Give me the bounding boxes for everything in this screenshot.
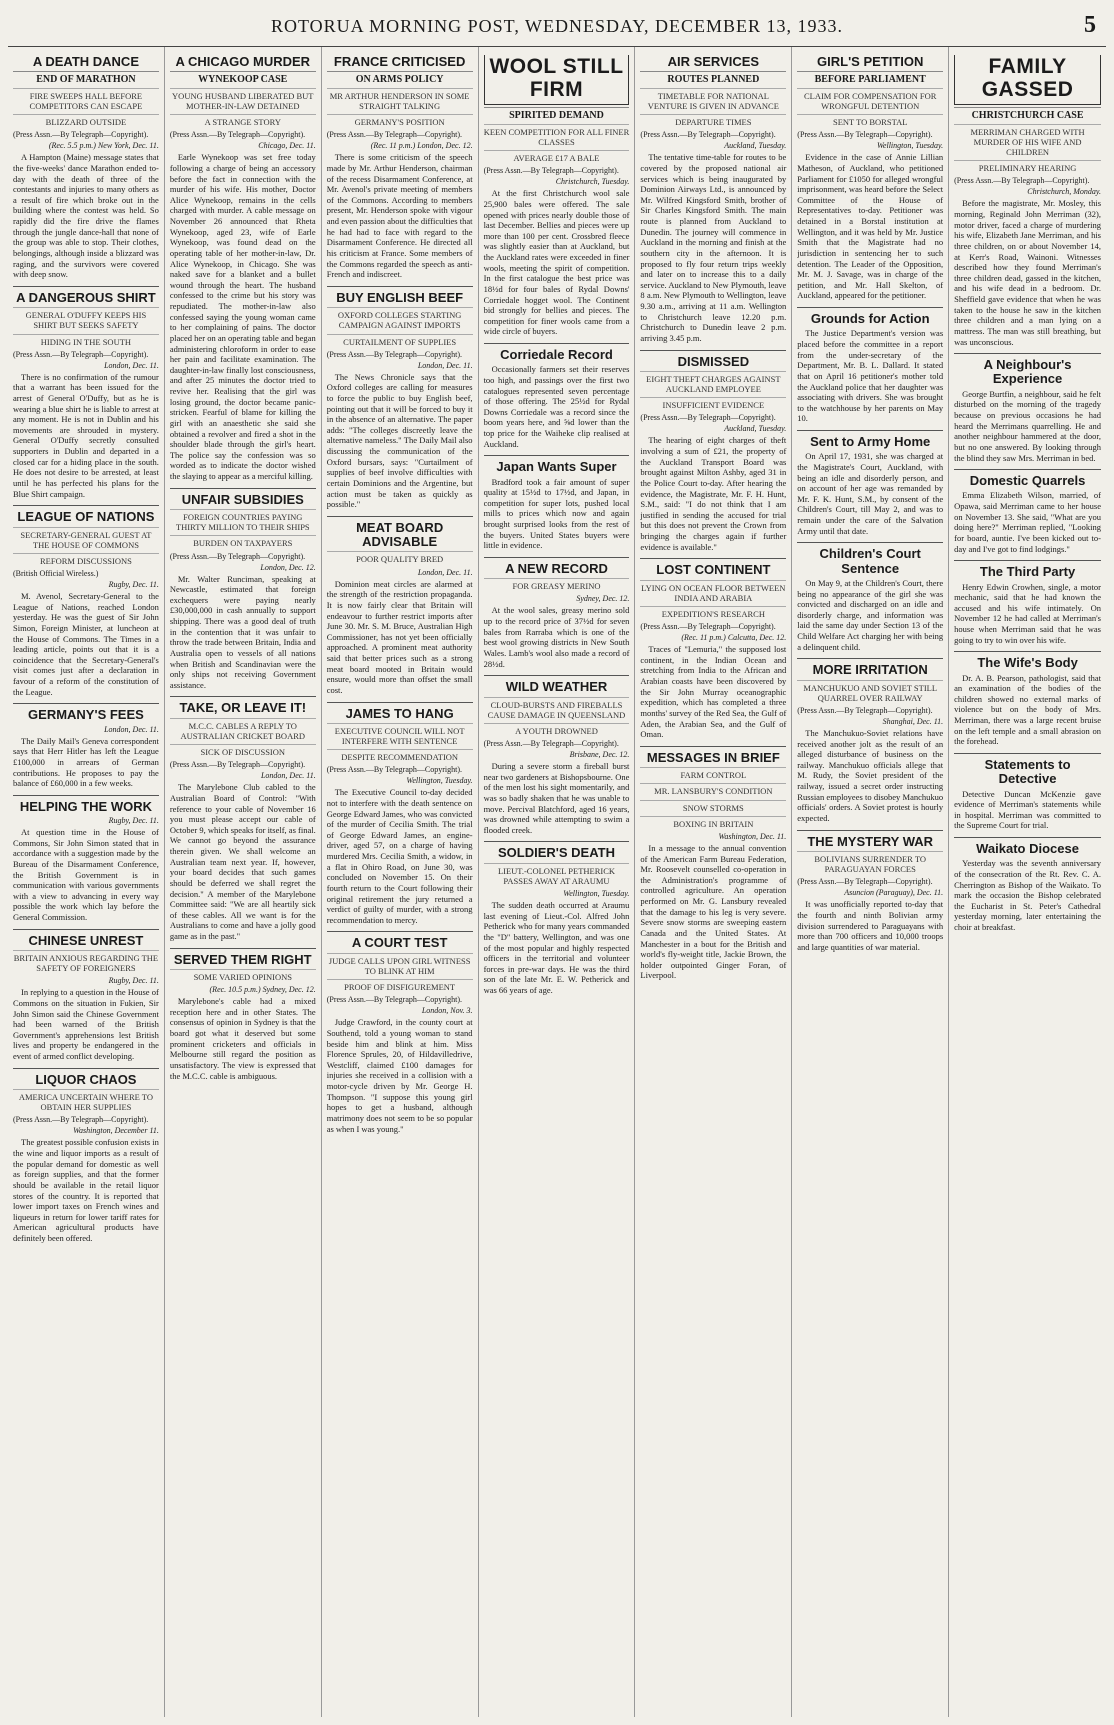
- article: [954, 651, 1101, 747]
- article-deck: INSUFFICIENT EVIDENCE: [640, 397, 786, 410]
- article-dateline: Rugby, Dec. 11.: [108, 976, 159, 986]
- article-subhead: BEFORE PARLIAMENT: [797, 71, 943, 86]
- article-source: (Press Assn.—By Telegraph—Copyright).: [954, 176, 1090, 186]
- article-dateline: London, Dec. 11.: [260, 771, 316, 781]
- article: [954, 837, 1101, 933]
- article-headline: Domestic Quarrels: [954, 469, 1101, 488]
- article-headline: Sent to Army Home: [797, 430, 943, 449]
- article-source: (Press Assn.—By Telegraph—Copyright).: [797, 877, 933, 887]
- article-deck: BOXING IN BRITAIN: [640, 816, 786, 829]
- article: [484, 675, 630, 835]
- article-body: The News Chronicle says that the Oxford colleges are calling for measures to force the public to buy English beef, pointing out that it will be forced to buy it in the absence of an alternative. The paper adds: "The colleges discreetly leave the alternative nameless." The Daily Mail also discussing the communication of the Oxford bursars, says: "Curtailment of supplies of beef involve difficulties with certain Dominions and the Argentine, but action must be taken as quickly as possible.": [326, 371, 473, 510]
- article-deck: BRITAIN ANXIOUS REGARDING THE SAFETY OF FOREIGNERS: [13, 950, 159, 973]
- article: [13, 55, 159, 280]
- article-deck: OXFORD COLLEGES STARTING CAMPAIGN AGAINST IMPORTS: [327, 307, 473, 330]
- article-headline: Children's Court Sentence: [797, 542, 943, 576]
- article-dateline: London, Dec. 11.: [104, 360, 159, 370]
- article: [327, 516, 473, 696]
- article-deck: FARM CONTROL: [640, 767, 786, 780]
- article-deck: JUDGE CALLS UPON GIRL WITNESS TO BLINK AT HIM: [327, 953, 473, 976]
- article-headline: GERMANY'S FEES: [13, 703, 159, 722]
- article-source: (Press Assn.—By Telegraph—Copyright).: [640, 622, 776, 632]
- article-source: (Press Assn.—By Telegraph—Copyright).: [797, 705, 933, 715]
- article-body: Earle Wynekoop was set free today following a charge of being an accessory before the fact in connection with the murder of his wife. His mother, Doctor Alice Wynekoop, remains in the cells charged with murder. A cable message on November 26 announced that Rheta Wynekoop, aged 23, wife of Earle Wynekoop, was found dead on the operating table of her mother-in-law, Dr. Alice Wynekoop, in Chicago. She was naked save for a blanket and a bullet wound through the heart. The husband confessed to the crime but his story was repudiated. The mother-in-law also confessed saying the young woman came to her complaining of pains. The doctor placed her on an operating table and began administering chloroform in order to ease her pain and facilitate examination. The daughter-in-law finally lost consciousness, and after 25 minutes the doctor tried to revive her. Realising that the girl was losing ground, the doctor became panic-stricken. Fearful of blame for killing the girl with an anaesthetic she said she obtained a revolver and fired a shot in the shoulder blade through the girl's heart. The police say the confession was so worded as to indicate the doctor wished the slaying to appear as a merciful killing.: [169, 152, 316, 482]
- article-headline: CHINESE UNREST: [13, 929, 159, 948]
- column-1: [8, 47, 165, 1717]
- article-headline: MESSAGES IN BRIEF: [640, 746, 786, 765]
- article-dateline: (Rec. 11 p.m.) London, Dec. 12.: [370, 141, 473, 151]
- article: [484, 455, 630, 551]
- article-deck: CLAIM FOR COMPENSATION FOR WRONGFUL DETENTION: [797, 88, 943, 111]
- article-source: (Press Assn.—By Telegraph—Copyright).: [797, 130, 933, 140]
- article-source: (Press Assn.—By Telegraph—Copyright).: [169, 760, 306, 770]
- article-headline: TAKE, OR LEAVE IT!: [170, 696, 316, 715]
- article-dateline: (Rec. 5.5 p.m.) New York, Dec. 11.: [48, 141, 159, 151]
- article-deck: POOR QUALITY BRED: [327, 551, 473, 564]
- article-dateline: Asuncion (Paraguay), Dec. 11.: [844, 888, 944, 898]
- article-deck: EXECUTIVE COUNCIL WILL NOT INTERFERE WITH SENTENCE: [327, 723, 473, 746]
- article-headline: A DANGEROUS SHIRT: [13, 286, 159, 305]
- article-deck: SNOW STORMS: [640, 800, 786, 813]
- article-subhead: CHRISTCHURCH CASE: [954, 107, 1101, 122]
- article: [484, 557, 630, 669]
- article-body: The Executive Council to-day decided not to interfere with the death sentence on George Edward James, who was convicted of the murder of Cecilia Smith. The trial of George Edward James, an engine-driver, aged 57, on a charge of having murdered Mrs. Cecilia Smith, a widow, in a flat in Ohiro Road, on June 30, was concluded on November 15. On their fourth return to the Court following their original retirement the jury returned a verdict of guilty of murder, with a strong recommendation to mercy.: [326, 787, 473, 925]
- article-headline: Grounds for Action: [797, 307, 943, 326]
- article-headline: The Third Party: [954, 560, 1101, 579]
- article-deck: SECRETARY-GENERAL GUEST AT THE HOUSE OF COMMONS: [13, 527, 159, 550]
- article-body: The Manchukuo-Soviet relations have received another jolt as the result of an alleged disturbance of business on the railway. Manchukuo officials allege that M. Rudy, the Soviet president of the railway, issued a secret order instructing Russian employees to disobey Manchukuo officials' orders. A Soviet protest is hourly expected.: [797, 727, 944, 823]
- article-dateline: Wellington, Tuesday.: [876, 141, 944, 151]
- article: [954, 560, 1101, 645]
- article-headline: FAMILY GASSED: [954, 55, 1101, 105]
- article-body: The Marylebone Club cabled to the Australian Board of Control: "With reference to your cable of November 16 you must please accept our cable of October 9, which speaks for itself, as final. We cannot go beyond the assurance therein given. We shall welcome an Australian team next year. If, however, your board decides that such games should be deferred we shall regret the decision." A member of the Marylebone Committee said: "We are all heartily sick of these cables. All we want is for the Australians to come and have a jolly good game as in the past.": [169, 782, 316, 942]
- article-body: The greatest possible confusion exists in the wine and liquor imports as a result of the popular demand for domestic as well as foreign supplies, and that the former should be available in the retail liquor stores of the country. It is reported that lower import taxes on French wines and liqueurs in return for lower tariff rates for American agricultural products have definitely been offered.: [13, 1137, 159, 1244]
- column-7: [949, 47, 1106, 1717]
- article: [327, 55, 473, 280]
- article-headline: UNFAIR SUBSIDIES: [170, 488, 316, 507]
- article-body: Dr. A. B. Pearson, pathologist, said that an examination of the bodies of the children showed no external marks of violence but on the body of Mrs. Merriman, there was a large recent bruise on the left temple and a small abrasion on the forehead.: [954, 672, 1101, 747]
- article-body: On May 9, at the Children's Court, there being no appearance of the girl she was convicted and discharged on an idle and disorderly charge, and information was laid the same day under Section 13 of the Child Welfare Act charging her with being a delinquent child.: [797, 577, 944, 652]
- article: [640, 746, 786, 981]
- article-dateline: Shanghai, Dec. 11.: [882, 716, 944, 726]
- article-source: (Press Assn.—By Telegraph—Copyright).: [13, 1115, 149, 1125]
- article-body: M. Avenol, Secretary-General to the League of Nations, reached London yesterday. He was the guest of Sir John Simon, Foreign Minister, at luncheon at the House of Commons. The Times in a leading article, points out that it is a coincidence that the Secretary-General's visit comes just after a declaration in favour of a reform of the constitution of the League.: [13, 591, 159, 697]
- article-deck: BOLIVIANS SURRENDER TO PARAGUAYAN FORCES: [797, 851, 943, 874]
- article-source: (Press Assn.—By Telegraph—Copyright).: [483, 739, 619, 749]
- article: [170, 488, 316, 691]
- article-deck: REFORM DISCUSSIONS: [13, 553, 159, 566]
- article-subhead: ROUTES PLANNED: [640, 71, 786, 86]
- article-dateline: Sydney, Dec. 12.: [576, 594, 630, 604]
- article-deck: GERMANY'S POSITION: [327, 114, 473, 127]
- article: [13, 286, 159, 499]
- article-body: At the first Christchurch wool sale 25,900 bales were offered. The sale opened with prices nearly double those of last December. Bellies and pieces were up more than 100 per cent. Crossbred fleece was slightly easier than at Auckland, but the Auckland rates were exceeded in finer wools, meeting the spirit of competition. In the first catalogue the best price was 18½d for four bales of Rydal Downs' Corriedale hogget wool. The Continent bid strongly for bellies and pieces. The competition for finer wools came from a wide circle of buyers.: [483, 188, 630, 337]
- article-dateline: London, Dec. 12.: [260, 562, 316, 572]
- article: [797, 307, 943, 424]
- masthead-title: ROTORUA MORNING POST, WEDNESDAY, DECEMBER 13, 1933.: [270, 15, 844, 36]
- article-source: (Press Assn.—By Telegraph—Copyright).: [13, 349, 149, 359]
- article: [327, 702, 473, 926]
- article-deck: MANCHUKUO AND SOVIET STILL QUARREL OVER RAILWAY: [797, 680, 943, 703]
- article-dateline: Chicago, Dec. 11.: [258, 141, 316, 151]
- article: [954, 353, 1101, 463]
- article: [484, 841, 630, 995]
- article: [13, 505, 159, 697]
- article-body: Before the magistrate, Mr. Mosley, this morning, Reginald John Merriman (32), motor driver, faced a charge of murdering his wife, Elizabeth Jane Merriman, and his three children, on or about November 14, at Kerr's Road, Wainoni. Witnesses described how they found Merriman's three children dead, gassed in the kitchen, and his wife dead in a bedroom. Dr. Sheffield gave evidence that when he was taken to the house he saw in the kitchen three children and a man lying on a mattress. The man was still breathing, but was unconscious.: [954, 198, 1101, 347]
- article-deck: SOME VARIED OPINIONS: [170, 969, 316, 982]
- article-headline: Japan Wants Super: [484, 455, 630, 474]
- article-body: Judge Crawford, in the county court at Southend, told a young woman to stand beside him and blink at him. Miss Florence Sprules, 20, of Hildavilledrive, Westcliff, claimed £100 damages for injuries she received in a collision with a motor-cycle driven by Mr. George H. Thompson. "I suppose this young girl hopes to get a husband, although matrimony does not seem to be so popular as when I was young.": [326, 1017, 473, 1134]
- article-source: (Press Assn.—By Telegraph—Copyright).: [326, 130, 462, 140]
- article-headline: LIQUOR CHAOS: [13, 1068, 159, 1087]
- article-headline: A NEW RECORD: [484, 557, 630, 576]
- article-dateline: Rugby, Dec. 11.: [108, 580, 159, 590]
- article-source: (British Official Wireless.): [13, 569, 99, 579]
- article-headline: THE MYSTERY WAR: [797, 830, 943, 849]
- article-dateline: Christchurch, Tuesday.: [555, 177, 630, 187]
- article-body: At question time in the House of Commons, Sir John Simon stated that in accordance with a suggestion made by the Bureau of the Disarmament Conference, the British Government is in communication with various governments with a view to advancing in every way possible the work which lay before the General Commission.: [13, 827, 159, 923]
- article-body: Occasionally farmers set their reserves too high, and passings over the first two catalogues represented seven percentage of those offering. The 25½d for Rydal Downs Corriedale was a record since the boom years here, and ⅝d lower than the top price for the Waiheke clip realised at Auckland.: [483, 364, 630, 449]
- article-body: A Hampton (Maine) message states that the five-weeks' dance Marathon ended to-day with the death of three of the contestants and injuries to many others as a result of fire which broke out in the building where the contest was held. So rapidly did the fire drive the flames through the jungle dance-hall that none of the group was able to stop. Their clothes, belongings, although inside a blizzard was raging, and the survivors were covered with deep snow.: [13, 152, 159, 280]
- article-deck: FOREIGN COUNTRIES PAYING THIRTY MILLION TO THEIR SHIPS: [170, 509, 316, 532]
- article-deck: LYING ON OCEAN FLOOR BETWEEN INDIA AND ARABIA: [640, 580, 786, 603]
- article-headline: A CHICAGO MURDER: [175, 54, 311, 69]
- article-deck: AVERAGE £17 A BALE: [484, 150, 630, 163]
- article: [13, 929, 159, 1062]
- article-deck: BURDEN ON TAXPAYERS: [170, 535, 316, 548]
- article-headline: WOOL STILL FIRM: [484, 55, 630, 105]
- article-body: The Justice Department's version was placed before the committee in a report from the under-secretary of the Department, Mr. B. L. Dallard. It stated that on April 16 petitioner's mother told the Auckland police that her daughter was associating with drivers. She was brought to the watchhouse by her parents on May 10.: [797, 328, 944, 424]
- article-body: During a severe storm a fireball burst near two gardeners at Bishopsbourne. One of the men lost his sight momentarily, and was so badly shaken that he was unable to move. Percival Blatchford, aged 16 years, was drowned while attempting to swim a flooded creek.: [483, 761, 630, 835]
- article-subhead: SPIRITED DEMAND: [484, 107, 630, 122]
- article-headline: DISMISSED: [640, 350, 786, 369]
- article-source: (Press Assn.—By Telegraph—Copyright).: [640, 413, 776, 423]
- article-body: On April 17, 1931, she was charged at the Magistrate's Court, Auckland, with being an idle and disorderly person, and on account of her age was remanded by Mr. F. K. Hunt, S.M., by consent of the Children's Court, till May 2, and was to remain under the care of the Salvation Army until that date.: [797, 451, 944, 536]
- article-deck: SENT TO BORSTAL: [797, 114, 943, 127]
- article-source: (Press Assn.—By Telegraph—Copyright).: [13, 130, 149, 140]
- article-body: Traces of "Lemuria," the supposed lost continent, in the Indian Ocean and stretching from India to the African and Arabian coasts have been discovered by the Sir John Murray oceanographic expedition, which has completed a three months' survey of the Red Sea, the Gulf of Aden, the Arabian Sea, and the Gulf of Oman.: [640, 644, 787, 740]
- article-body: Detective Duncan McKenzie gave evidence of Merriman's statements while in hospital. Merriman was committed to the Supreme Court for trial.: [954, 788, 1101, 831]
- article: [13, 795, 159, 923]
- article-headline: SERVED THEM RIGHT: [170, 948, 316, 967]
- article-deck: M.C.C. CABLES A REPLY TO AUSTRALIAN CRICKET BOARD: [170, 718, 316, 741]
- article-deck: DEPARTURE TIMES: [640, 114, 786, 127]
- article-source: (Press Assn.—By Telegraph—Copyright).: [169, 551, 306, 561]
- article: [484, 55, 630, 337]
- article-deck: AMERICA UNCERTAIN WHERE TO OBTAIN HER SUPPLIES: [13, 1089, 159, 1112]
- article-subhead: END OF MARATHON: [13, 71, 159, 86]
- article-headline: Statements to Detective: [954, 753, 1101, 787]
- article-deck: TIMETABLE FOR NATIONAL VENTURE IS GIVEN IN ADVANCE: [640, 88, 786, 111]
- article-body: Dominion meat circles are alarmed at the strength of the restriction propaganda. It is now fairly clear that Britain will endeavour to further restrict imports after June 30. Mr. S. M. Bruce, Australian High Commissioner, has not yet been officially approached. A prominent meat authority said that better prices such as a strong meat board mooted in Britain would ensure, would more than offset the small cost.: [326, 578, 473, 695]
- article-headline: LOST CONTINENT: [640, 558, 786, 577]
- article-deck: A YOUTH DROWNED: [484, 723, 630, 736]
- article-source: (Press Assn.—By Telegraph—Copyright).: [326, 765, 462, 775]
- article-headline: JAMES TO HANG: [327, 702, 473, 721]
- article-body: George Burtfin, a neighbour, said he felt disturbed on the morning of the tragedy because on previous occasions he had heard the Merrimans quarrelling. He and another neighbour hammered at the door, but no one answered. By looking through the blind they saw Mrs. Merriman in bed.: [954, 388, 1101, 463]
- article-headline: FRANCE CRITICISED: [333, 54, 466, 69]
- column-6: [792, 47, 949, 1717]
- article-body: Emma Elizabeth Wilson, married, of Opawa, said Merriman came to her house on November 13. She said, "What are you doing here?" Merriman replied, "Looking for board, auntie. I've been kicked out to-day and I've got to find lodgings.": [954, 490, 1101, 554]
- article: [954, 753, 1101, 831]
- article-headline: A COURT TEST: [327, 931, 473, 950]
- article-dateline: Auckland, Tuesday.: [724, 424, 787, 434]
- article-deck: YOUNG HUSBAND LIBERATED BUT MOTHER-IN-LAW DETAINED: [170, 88, 316, 111]
- article-dateline: London, Dec. 11.: [417, 360, 473, 370]
- article-source: (Press Assn.—By Telegraph—Copyright).: [483, 166, 619, 176]
- article-deck: CURTAILMENT OF SUPPLIES: [327, 334, 473, 347]
- article-headline: Waikato Diocese: [954, 837, 1101, 856]
- article-headline: AIR SERVICES: [667, 54, 760, 69]
- article-dateline: Rugby, Dec. 11.: [108, 816, 159, 826]
- article-dateline: (Rec. 10.5 p.m.) Sydney, Dec. 12.: [209, 985, 316, 995]
- article-body: In a message to the annual convention of the American Farm Bureau Federation, Mr. Roosevelt counselled co-operation in the Administration's programme of controlled agriculture. An operation performed on Mr. G. Lansbury revealed that the damage to his leg is very severe. Severe snow storms are sweeping eastern Canada and the United States. At Manchester in a bout for the British and world's fly-weight title, Jackie Brown, the holder outpointed Ginger Foran, of Liverpool.: [640, 842, 787, 981]
- article: [640, 558, 786, 739]
- article-body: Yesterday was the seventh anniversary of the consecration of the Rt. Rev. C. A. Cherrington as Bishop of the Waikato. To mark the occasion the Bishop celebrated the Eucharist in St. Peter's Cathedral yesterday morning, later entertaining the choir at breakfast.: [954, 858, 1101, 933]
- article-headline: WILD WEATHER: [484, 675, 630, 694]
- article-dateline: London, Dec. 11.: [417, 567, 473, 577]
- article-deck: KEEN COMPETITION FOR ALL FINER CLASSES: [484, 124, 630, 147]
- article-source: (Press Assn.—By Telegraph—Copyright).: [640, 130, 776, 140]
- article-deck: LIEUT.-COLONEL PETHERICK PASSES AWAY AT ARAUMU: [484, 863, 630, 886]
- article-body: There is some criticism of the speech made by Mr. Arthur Henderson, chairman of the recess Disarmament Conference, at Mr. Avenol's private meeting of members of the Commons. According to members present, Mr. Henderson spoke with vigour and even passion about the difficulties that he had had to face with regard to the Disarmament Conference. He directed all his criticism at France. Some members of the Commons regarded the speech as anti-French and indiscreet.: [326, 152, 473, 280]
- column-5: [635, 47, 792, 1717]
- article-headline: GIRL'S PETITION: [817, 54, 924, 69]
- article-body: The tentative time-table for routes to be covered by the proposed national air services which is being inaugurated by Dominion Airways Ltd., is announced by Mr. Wilfred Kingsford Smith, brother of Sir Charles Kingsford Smith. The main route is planned from Auckland to Dunedin. The journey will commence in Auckland in the morning and finish at the southern city in the afternoon. It is proposed to fly four return trips weekly and later on to increase this to a daily service. Auckland to New Plymouth, leave 8 a.m. New Plymouth to Wellington, leave 9.30 a.m., arriving at 11 a.m. Wellington to Christchurch leave 12.20 p.m. Christchurch to Dunedin leave 2 p.m. arriving 3.45 p.m.: [640, 152, 787, 343]
- article: [170, 948, 316, 1081]
- article-deck: DESPITE RECOMMENDATION: [327, 749, 473, 762]
- article-dateline: Auckland, Tuesday.: [724, 141, 787, 151]
- article-body: Evidence in the case of Annie Lillian Matheson, of Auckland, who petitioned Parliament for £1050 for alleged wrongful imprisonment, was heard before the Select Committee of the House of Representatives to-day. Petitioner was detained in a Borstal institution at Wellington, and it was held by Mr. Justice Smith that the Magistrate had no jurisdiction in sentencing her to such detention. The Leader of the Opposition, Mr. M. J. Savage, was in charge of the petition, and Mr. Hall Skelton, of Auckland, appeared for the petitioner.: [797, 152, 944, 301]
- article-dateline: Wellington, Tuesday.: [563, 889, 630, 899]
- article-subhead: WYNEKOOP CASE: [170, 71, 316, 86]
- article: [797, 658, 943, 823]
- article-source: (Press Assn.—By Telegraph—Copyright).: [326, 995, 462, 1005]
- article: [797, 430, 943, 536]
- column-3: [322, 47, 479, 1717]
- article-body: The Daily Mail's Geneva correspondent says that Herr Hitler has left the League £100,000 in arrears of German contributions. He proposes to pay the balance of £60,000 in a few weeks.: [13, 735, 159, 789]
- article: [797, 55, 943, 301]
- article-deck: MR ARTHUR HENDERSON IN SOME STRAIGHT TALKING: [327, 88, 473, 111]
- article-subhead: ON ARMS POLICY: [327, 71, 473, 86]
- article-deck: FOR GREASY MERINO: [484, 578, 630, 591]
- article-dateline: Wellington, Tuesday.: [406, 776, 473, 786]
- article: [13, 703, 159, 788]
- article-body: The sudden death occurred at Araumu last evening of Lieut.-Col. Alfred John Petherick who for many years commanded the "D" battery, Wellington, and was one of the most popular and highly respected officers in the territorial and volunteer forces in pre-war days. He was the third son of the late Mr. E. W. Petherick and was 66 years of age.: [483, 900, 630, 996]
- article: [954, 55, 1101, 347]
- article-headline: A Neighbour's Experience: [954, 353, 1101, 387]
- article-source: (Press Assn.—By Telegraph—Copyright).: [169, 130, 306, 140]
- article-headline: SOLDIER'S DEATH: [484, 841, 630, 860]
- article: [797, 542, 943, 652]
- page-number: 5: [1084, 12, 1096, 38]
- article-dateline: Christchurch, Monday.: [1027, 187, 1101, 197]
- article: [797, 830, 943, 953]
- article-deck: SICK OF DISCUSSION: [170, 744, 316, 757]
- article: [170, 696, 316, 941]
- article: [327, 931, 473, 1134]
- article: [954, 469, 1101, 554]
- article-body: Henry Edwin Crowhen, single, a motor mechanic, said that he had known the accused and his wife intimately. On November 12 he had called at Merriman's house when Merriman said that he was going to try to win over his wife.: [954, 581, 1101, 645]
- article-deck: HIDING IN THE SOUTH: [13, 334, 159, 347]
- article-deck: CLOUD-BURSTS AND FIREBALLS CAUSE DAMAGE IN QUEENSLAND: [484, 697, 630, 720]
- article-dateline: Washington, December 11.: [73, 1126, 159, 1136]
- article-headline: MORE IRRITATION: [797, 658, 943, 677]
- article-headline: A DEATH DANCE: [32, 54, 139, 69]
- article-source: (Press Assn.—By Telegraph—Copyright).: [326, 349, 462, 359]
- article-body: Mr. Walter Runciman, speaking at Newcastle, estimated that foreign exchequers were paying nearly £30,000,000 in cash annually to support shipping. There was a good deal of truth in the contention that it was unfair to throw the trade between Britain, India and Australia open to vessels of all nations when British and Scandinavian were the only ships not receiving Government assistance.: [169, 573, 316, 690]
- article: [484, 343, 630, 449]
- article-body: It was unofficially reported to-day that the fourth and ninth Bolivian army division surrendered to Paraguayans with more than 700 officers and 10,000 troops and large quantities of war material.: [797, 899, 944, 952]
- article-body: There is no confirmation of the rumour that a warrant has been issued for the arrest of General O'Duffy, but as he is wearing a blue shirt he is liable to arrest at any moment. He is not in Dublin and his movements are shrouded in mystery. General O'Duffy secretly consulted supporters in Dublin and departed in a closed car for a hiding place in the south. He does not desire to be arrested, at least until he has perfected his plans for the Blue Shirt campaign.: [13, 371, 159, 499]
- column-2: [165, 47, 322, 1717]
- article-deck: EXPEDITION'S RESEARCH: [640, 606, 786, 619]
- article-headline: BUY ENGLISH BEEF: [327, 286, 473, 305]
- article-body: The hearing of eight charges of theft involving a sum of £21, the property of the Auckland Transport Board was brought against Milton Ashby, aged 31 in the Police Court to-day. After hearing the evidence, the Magistrate, Mr. F. H. Hunt, S.M., said: "I do not think that I am justified in sending the accused for trial but this does not prevent the Crown from bringing the charges again if further evidence is available.": [640, 435, 787, 552]
- article-deck: BLIZZARD OUTSIDE: [13, 114, 159, 127]
- column-4: [479, 47, 636, 1717]
- article-dateline: London, Dec. 11.: [104, 724, 159, 734]
- article-deck: MR. LANSBURY'S CONDITION: [640, 783, 786, 796]
- article-deck: EIGHT THEFT CHARGES AGAINST AUCKLAND EMPLOYEE: [640, 371, 786, 394]
- article-body: Marylebone's cable had a mixed reception here and in other States. The consensus of opinion in Sydney is that the board got what it deserved but some prominent cricketers and officials in Melbourne still regard the position as unsatisfactory. The view is expressed that the M.C.C. cable is ambiguous.: [169, 996, 316, 1081]
- masthead: [8, 6, 1106, 47]
- article-headline: LEAGUE OF NATIONS: [13, 505, 159, 524]
- article-headline: Corriedale Record: [484, 343, 630, 362]
- article-deck: FIRE SWEEPS HALL BEFORE COMPETITORS CAN ESCAPE: [13, 88, 159, 111]
- article-headline: The Wife's Body: [954, 651, 1101, 670]
- article-deck: MERRIMAN CHARGED WITH MURDER OF HIS WIFE AND CHILDREN: [954, 124, 1101, 158]
- columns-container: [8, 47, 1106, 1717]
- article: [327, 286, 473, 510]
- article: [13, 1068, 159, 1244]
- article-deck: PRELIMINARY HEARING: [954, 160, 1101, 173]
- article-body: At the wool sales, greasy merino sold up to the record price of 37½d for seven bales from Rarraba which is one of the best wool growing districts in New South Wales. Lamb's wool also made a record of 28½d.: [483, 605, 630, 669]
- article-dateline: London, Nov. 3.: [421, 1006, 473, 1016]
- article-body: Bradford took a fair amount of super quality at 15½d to 17½d, and Japan, in competition for super lots, pushed local mills to prices which now and again brought surprised looks from the rest of the buyers. United States buyers were little in evidence.: [483, 476, 630, 551]
- article: [640, 350, 786, 553]
- article-headline: MEAT BOARD ADVISABLE: [327, 516, 473, 550]
- article: [640, 55, 786, 344]
- article-deck: GENERAL O'DUFFY KEEPS HIS SHIRT BUT SEEKS SAFETY: [13, 307, 159, 330]
- article-deck: PROOF OF DISFIGUREMENT: [327, 979, 473, 992]
- article-headline: HELPING THE WORK: [13, 795, 159, 814]
- article-body: In replying to a question in the House of Commons on the situation in Fukien, Sir John Simon said the Chinese Government had been warned of the British Government's apprehensions lest British lives and property be endangered in the event of armed conflict developing.: [13, 987, 159, 1062]
- article: [170, 55, 316, 482]
- article-dateline: (Rec. 11 p.m.) Calcutta, Dec. 12.: [681, 633, 787, 643]
- article-deck: A STRANGE STORY: [170, 114, 316, 127]
- article-dateline: Washington, Dec. 11.: [718, 831, 787, 841]
- article-dateline: Brisbane, Dec. 12.: [569, 750, 630, 760]
